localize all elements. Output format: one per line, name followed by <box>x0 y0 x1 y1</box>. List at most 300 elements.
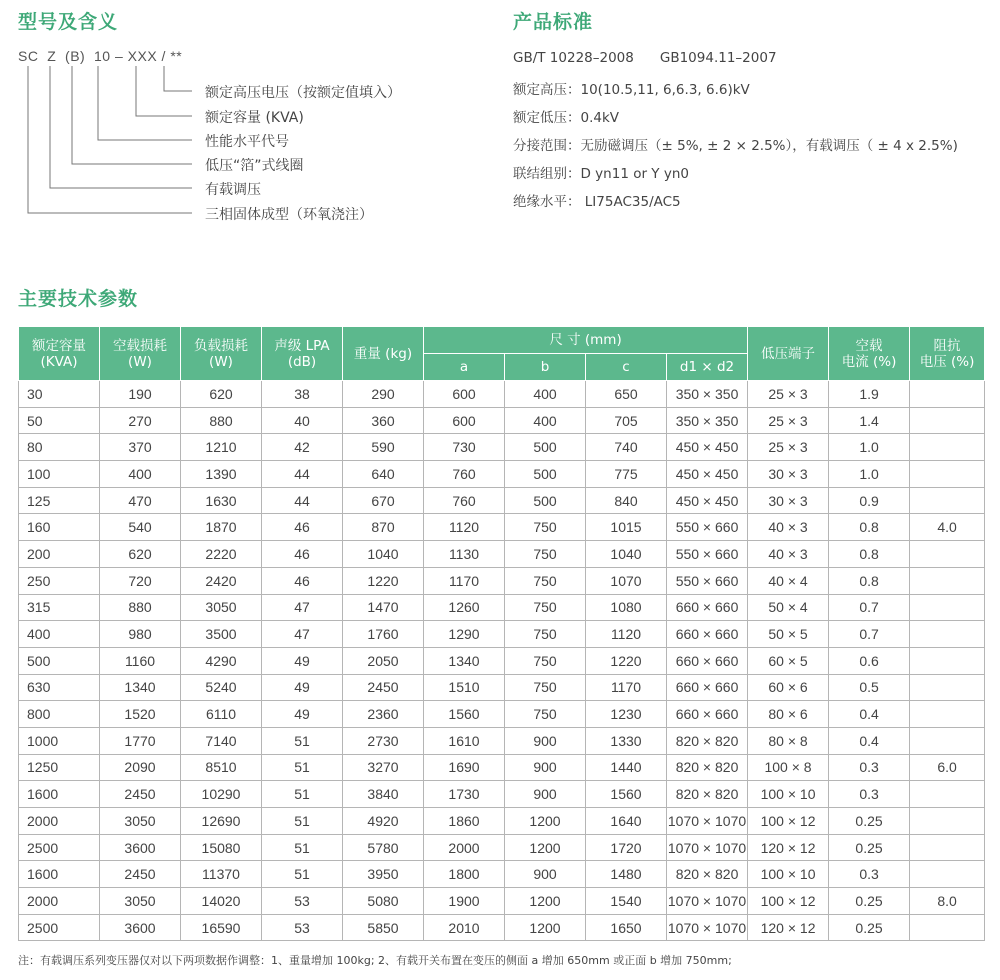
cell-noise: 46 <box>262 514 343 541</box>
cell-dim-a: 730 <box>424 434 505 461</box>
header-no-load-current: 空载 电流 (%) <box>829 327 910 381</box>
cell-dim-d: 820 × 820 <box>667 781 748 808</box>
cell-dim-a: 1340 <box>424 647 505 674</box>
table-row <box>19 647 985 674</box>
cell-load-loss: 1210 <box>181 434 262 461</box>
table-row <box>19 808 985 835</box>
header-dim-a: a <box>424 354 505 381</box>
cell-noise: 51 <box>262 808 343 835</box>
cell-dim-b: 400 <box>505 381 586 408</box>
cell-noise: 47 <box>262 594 343 621</box>
table-body <box>19 381 985 941</box>
cell-capacity: 2500 <box>19 834 100 861</box>
cell-impedance <box>910 594 985 621</box>
cell-dim-b: 750 <box>505 541 586 568</box>
cell-dim-c: 1230 <box>586 701 667 728</box>
standards-codes <box>513 50 777 66</box>
cell-dim-b: 900 <box>505 861 586 888</box>
cell-dim-b: 500 <box>505 434 586 461</box>
cell-load-loss: 7140 <box>181 727 262 754</box>
cell-noise: 51 <box>262 754 343 781</box>
cell-no-load-loss: 620 <box>100 541 181 568</box>
cell-dim-a: 2000 <box>424 834 505 861</box>
cell-dim-c: 1015 <box>586 514 667 541</box>
cell-noise: 44 <box>262 461 343 488</box>
cell-lv-terminal: 100 × 12 <box>748 808 829 835</box>
cell-lv-terminal: 40 × 3 <box>748 514 829 541</box>
cell-load-loss: 1390 <box>181 461 262 488</box>
cell-weight: 3950 <box>343 861 424 888</box>
cell-lv-terminal: 25 × 3 <box>748 381 829 408</box>
cell-no-load-current: 1.9 <box>829 381 910 408</box>
cell-lv-terminal: 25 × 3 <box>748 407 829 434</box>
cell-dim-c: 650 <box>586 381 667 408</box>
cell-noise: 53 <box>262 914 343 941</box>
cell-capacity: 1000 <box>19 727 100 754</box>
table-row <box>19 621 985 648</box>
cell-lv-terminal: 60 × 6 <box>748 674 829 701</box>
cell-dim-c: 775 <box>586 461 667 488</box>
cell-dim-a: 1120 <box>424 514 505 541</box>
cell-no-load-loss: 270 <box>100 407 181 434</box>
model-desc-cast-resin: 三相固体成型（环氧浇注） <box>205 207 373 223</box>
standard-gbt10228: GB/T 10228–2008 <box>513 50 634 66</box>
cell-dim-b: 500 <box>505 487 586 514</box>
cell-dim-d: 820 × 820 <box>667 754 748 781</box>
cell-noise: 44 <box>262 487 343 514</box>
cell-weight: 4920 <box>343 808 424 835</box>
cell-capacity: 500 <box>19 647 100 674</box>
cell-dim-a: 1170 <box>424 567 505 594</box>
cell-lv-terminal: 80 × 6 <box>748 701 829 728</box>
model-desc-hv-voltage: 额定高压电压（按额定值填入） <box>205 85 401 101</box>
standards-heading: 产品标准 <box>513 11 594 33</box>
cell-dim-a: 1730 <box>424 781 505 808</box>
cell-load-loss: 15080 <box>181 834 262 861</box>
table-row <box>19 727 985 754</box>
cell-impedance <box>910 621 985 648</box>
cell-load-loss: 14020 <box>181 888 262 915</box>
model-code: SC Z (B) 10 – XXX / ** <box>18 48 183 64</box>
cell-dim-c: 1330 <box>586 727 667 754</box>
cell-no-load-current: 0.3 <box>829 781 910 808</box>
cell-no-load-current: 1.0 <box>829 434 910 461</box>
cell-dim-a: 1560 <box>424 701 505 728</box>
cell-capacity: 1600 <box>19 861 100 888</box>
cell-dim-c: 840 <box>586 487 667 514</box>
cell-no-load-current: 0.7 <box>829 594 910 621</box>
cell-no-load-loss: 3050 <box>100 888 181 915</box>
cell-capacity: 630 <box>19 674 100 701</box>
cell-dim-a: 1510 <box>424 674 505 701</box>
cell-dim-a: 1130 <box>424 541 505 568</box>
cell-no-load-loss: 470 <box>100 487 181 514</box>
cell-load-loss: 880 <box>181 407 262 434</box>
cell-lv-terminal: 50 × 5 <box>748 621 829 648</box>
cell-impedance <box>910 914 985 941</box>
cell-dim-b: 750 <box>505 647 586 674</box>
cell-weight: 590 <box>343 434 424 461</box>
cell-no-load-current: 0.7 <box>829 621 910 648</box>
std-rated-lv: 额定低压：0.4kV <box>513 110 620 126</box>
model-heading: 型号及含义 <box>18 11 119 33</box>
cell-no-load-loss: 190 <box>100 381 181 408</box>
cell-lv-terminal: 40 × 4 <box>748 567 829 594</box>
cell-lv-terminal: 50 × 4 <box>748 594 829 621</box>
cell-load-loss: 12690 <box>181 808 262 835</box>
cell-capacity: 2500 <box>19 914 100 941</box>
table-row <box>19 781 985 808</box>
standard-gb1094: GB1094.11–2007 <box>659 50 777 66</box>
cell-dim-b: 900 <box>505 727 586 754</box>
cell-lv-terminal: 100 × 8 <box>748 754 829 781</box>
cell-noise: 40 <box>262 407 343 434</box>
cell-no-load-loss: 720 <box>100 567 181 594</box>
cell-capacity: 100 <box>19 461 100 488</box>
cell-no-load-loss: 400 <box>100 461 181 488</box>
cell-noise: 42 <box>262 434 343 461</box>
cell-weight: 2050 <box>343 647 424 674</box>
cell-no-load-current: 0.25 <box>829 888 910 915</box>
table-row <box>19 487 985 514</box>
cell-weight: 670 <box>343 487 424 514</box>
cell-capacity: 800 <box>19 701 100 728</box>
cell-dim-d: 1070 × 1070 <box>667 888 748 915</box>
cell-weight: 290 <box>343 381 424 408</box>
cell-impedance <box>910 487 985 514</box>
cell-dim-c: 740 <box>586 434 667 461</box>
cell-no-load-loss: 3600 <box>100 914 181 941</box>
table-row <box>19 701 985 728</box>
cell-no-load-loss: 2450 <box>100 861 181 888</box>
cell-dim-d: 450 × 450 <box>667 461 748 488</box>
cell-no-load-loss: 2450 <box>100 781 181 808</box>
cell-load-loss: 620 <box>181 381 262 408</box>
cell-lv-terminal: 30 × 3 <box>748 461 829 488</box>
cell-load-loss: 5240 <box>181 674 262 701</box>
cell-capacity: 1600 <box>19 781 100 808</box>
cell-load-loss: 2420 <box>181 567 262 594</box>
cell-dim-b: 750 <box>505 621 586 648</box>
std-insulation-level: 绝缘水平： LI75AC35/AC5 <box>513 194 681 210</box>
params-heading: 主要技术参数 <box>18 288 139 310</box>
cell-dim-a: 600 <box>424 381 505 408</box>
model-desc-performance: 性能水平代号 <box>205 134 289 150</box>
cell-dim-b: 750 <box>505 701 586 728</box>
cell-no-load-loss: 370 <box>100 434 181 461</box>
table-row <box>19 381 985 408</box>
cell-dim-c: 1120 <box>586 621 667 648</box>
cell-load-loss: 8510 <box>181 754 262 781</box>
cell-lv-terminal: 40 × 3 <box>748 541 829 568</box>
cell-noise: 49 <box>262 674 343 701</box>
cell-dim-d: 550 × 660 <box>667 567 748 594</box>
cell-dim-d: 660 × 660 <box>667 621 748 648</box>
header-dim-b: b <box>505 354 586 381</box>
table-row <box>19 567 985 594</box>
cell-dim-b: 1200 <box>505 914 586 941</box>
cell-impedance <box>910 781 985 808</box>
cell-dim-d: 550 × 660 <box>667 514 748 541</box>
cell-noise: 51 <box>262 834 343 861</box>
cell-dim-a: 1800 <box>424 861 505 888</box>
cell-noise: 38 <box>262 381 343 408</box>
cell-no-load-current: 0.25 <box>829 834 910 861</box>
cell-dim-b: 750 <box>505 594 586 621</box>
cell-no-load-current: 0.25 <box>829 914 910 941</box>
cell-no-load-current: 0.8 <box>829 567 910 594</box>
cell-weight: 640 <box>343 461 424 488</box>
table-row <box>19 888 985 915</box>
cell-noise: 46 <box>262 541 343 568</box>
cell-no-load-current: 0.4 <box>829 727 910 754</box>
cell-load-loss: 2220 <box>181 541 262 568</box>
cell-dim-b: 900 <box>505 754 586 781</box>
cell-lv-terminal: 30 × 3 <box>748 487 829 514</box>
cell-no-load-current: 0.4 <box>829 701 910 728</box>
cell-dim-c: 1040 <box>586 541 667 568</box>
cell-noise: 46 <box>262 567 343 594</box>
cell-impedance <box>910 727 985 754</box>
cell-dim-a: 1900 <box>424 888 505 915</box>
table-row <box>19 861 985 888</box>
cell-no-load-current: 0.5 <box>829 674 910 701</box>
cell-weight: 1220 <box>343 567 424 594</box>
cell-no-load-loss: 1160 <box>100 647 181 674</box>
model-desc-foil-coil: 低压“箔”式线圈 <box>205 158 304 174</box>
cell-load-loss: 4290 <box>181 647 262 674</box>
cell-dim-a: 1690 <box>424 754 505 781</box>
cell-dim-a: 1260 <box>424 594 505 621</box>
cell-dim-b: 750 <box>505 514 586 541</box>
footnote: 注：有载调压系列变压器仅对以下两项数据作调整：1、重量增加 100kg; 2、有载开关布置在变压的侧面 a 增加 650mm 或正面 b 增加 750mm; <box>18 954 732 967</box>
cell-load-loss: 3050 <box>181 594 262 621</box>
cell-dim-d: 1070 × 1070 <box>667 834 748 861</box>
cell-load-loss: 16590 <box>181 914 262 941</box>
cell-weight: 870 <box>343 514 424 541</box>
cell-no-load-current: 0.25 <box>829 808 910 835</box>
cell-dim-b: 500 <box>505 461 586 488</box>
cell-impedance <box>910 567 985 594</box>
cell-impedance <box>910 434 985 461</box>
cell-lv-terminal: 25 × 3 <box>748 434 829 461</box>
cell-weight: 3270 <box>343 754 424 781</box>
std-vector-group: 联结组别：D yn11 or Y yn0 <box>513 166 689 182</box>
cell-capacity: 30 <box>19 381 100 408</box>
table-row <box>19 594 985 621</box>
header-impedance: 阻抗 电压 (%) <box>910 327 985 381</box>
cell-dim-a: 1860 <box>424 808 505 835</box>
cell-capacity: 50 <box>19 407 100 434</box>
cell-dim-d: 350 × 350 <box>667 407 748 434</box>
table-row <box>19 541 985 568</box>
cell-capacity: 400 <box>19 621 100 648</box>
std-rated-hv: 额定高压：10(10.5,11, 6,6.3, 6.6)kV <box>513 82 750 98</box>
cell-impedance: 6.0 <box>910 754 985 781</box>
table-row <box>19 674 985 701</box>
cell-no-load-loss: 3050 <box>100 808 181 835</box>
table-row <box>19 514 985 541</box>
cell-no-load-loss: 1340 <box>100 674 181 701</box>
cell-no-load-loss: 3600 <box>100 834 181 861</box>
cell-load-loss: 1870 <box>181 514 262 541</box>
cell-no-load-current: 0.3 <box>829 754 910 781</box>
cell-no-load-loss: 1520 <box>100 701 181 728</box>
cell-weight: 2450 <box>343 674 424 701</box>
cell-no-load-loss: 880 <box>100 594 181 621</box>
cell-dim-b: 750 <box>505 567 586 594</box>
cell-impedance <box>910 461 985 488</box>
cell-dim-a: 1610 <box>424 727 505 754</box>
cell-lv-terminal: 100 × 10 <box>748 861 829 888</box>
cell-dim-b: 1200 <box>505 834 586 861</box>
cell-dim-d: 450 × 450 <box>667 487 748 514</box>
cell-no-load-current: 0.9 <box>829 487 910 514</box>
cell-weight: 1470 <box>343 594 424 621</box>
cell-lv-terminal: 120 × 12 <box>748 914 829 941</box>
cell-noise: 49 <box>262 701 343 728</box>
model-desc-onload-tap: 有载调压 <box>205 182 261 198</box>
cell-lv-terminal: 80 × 8 <box>748 727 829 754</box>
header-dim-d: d1 × d2 <box>667 354 748 381</box>
cell-dim-b: 750 <box>505 674 586 701</box>
cell-capacity: 315 <box>19 594 100 621</box>
cell-lv-terminal: 100 × 10 <box>748 781 829 808</box>
table-row <box>19 461 985 488</box>
header-load-loss: 负载损耗 (W) <box>181 327 262 381</box>
header-dimensions: 尺 寸 (mm) <box>424 327 748 354</box>
cell-no-load-current: 0.8 <box>829 541 910 568</box>
cell-weight: 1760 <box>343 621 424 648</box>
cell-dim-c: 1540 <box>586 888 667 915</box>
cell-impedance <box>910 381 985 408</box>
cell-impedance <box>910 674 985 701</box>
cell-no-load-loss: 540 <box>100 514 181 541</box>
header-no-load-loss: 空载损耗 (W) <box>100 327 181 381</box>
table-row <box>19 834 985 861</box>
cell-capacity: 160 <box>19 514 100 541</box>
cell-capacity: 250 <box>19 567 100 594</box>
cell-weight: 2730 <box>343 727 424 754</box>
header-lv-terminal: 低压端子 <box>748 327 829 381</box>
cell-dim-d: 660 × 660 <box>667 647 748 674</box>
model-connector-lines <box>0 0 400 230</box>
cell-noise: 49 <box>262 647 343 674</box>
cell-impedance <box>910 861 985 888</box>
cell-impedance: 8.0 <box>910 888 985 915</box>
cell-dim-b: 900 <box>505 781 586 808</box>
cell-dim-d: 1070 × 1070 <box>667 914 748 941</box>
cell-dim-c: 1070 <box>586 567 667 594</box>
cell-dim-c: 1640 <box>586 808 667 835</box>
cell-weight: 5780 <box>343 834 424 861</box>
cell-no-load-loss: 980 <box>100 621 181 648</box>
cell-impedance <box>910 541 985 568</box>
cell-weight: 5850 <box>343 914 424 941</box>
cell-lv-terminal: 60 × 5 <box>748 647 829 674</box>
cell-dim-a: 2010 <box>424 914 505 941</box>
cell-dim-d: 660 × 660 <box>667 701 748 728</box>
cell-no-load-current: 1.4 <box>829 407 910 434</box>
cell-dim-b: 1200 <box>505 888 586 915</box>
cell-lv-terminal: 120 × 12 <box>748 834 829 861</box>
cell-dim-d: 350 × 350 <box>667 381 748 408</box>
cell-no-load-current: 0.3 <box>829 861 910 888</box>
cell-dim-d: 660 × 660 <box>667 594 748 621</box>
cell-impedance <box>910 701 985 728</box>
cell-dim-c: 1170 <box>586 674 667 701</box>
cell-capacity: 200 <box>19 541 100 568</box>
cell-capacity: 80 <box>19 434 100 461</box>
cell-noise: 51 <box>262 861 343 888</box>
cell-dim-a: 1290 <box>424 621 505 648</box>
cell-weight: 2360 <box>343 701 424 728</box>
cell-capacity: 1250 <box>19 754 100 781</box>
cell-impedance <box>910 808 985 835</box>
cell-no-load-loss: 1770 <box>100 727 181 754</box>
cell-dim-c: 1440 <box>586 754 667 781</box>
cell-noise: 53 <box>262 888 343 915</box>
cell-dim-d: 820 × 820 <box>667 727 748 754</box>
cell-capacity: 2000 <box>19 808 100 835</box>
cell-noise: 51 <box>262 727 343 754</box>
cell-no-load-current: 1.0 <box>829 461 910 488</box>
cell-dim-d: 660 × 660 <box>667 674 748 701</box>
cell-weight: 1040 <box>343 541 424 568</box>
header-noise: 声级 LPA (dB) <box>262 327 343 381</box>
header-dim-c: c <box>586 354 667 381</box>
cell-load-loss: 3500 <box>181 621 262 648</box>
cell-dim-d: 820 × 820 <box>667 861 748 888</box>
model-desc-capacity: 额定容量 (KVA) <box>205 110 304 126</box>
cell-dim-b: 1200 <box>505 808 586 835</box>
table-row <box>19 914 985 941</box>
cell-dim-c: 1720 <box>586 834 667 861</box>
cell-capacity: 125 <box>19 487 100 514</box>
cell-weight: 3840 <box>343 781 424 808</box>
std-tap-range: 分接范围：无励磁调压（± 5%, ± 2 × 2.5%），有载调压（ ± 4 x 2.5%) <box>513 138 958 154</box>
header-capacity: 额定容量 (KVA) <box>19 327 100 381</box>
table-row <box>19 434 985 461</box>
cell-load-loss: 10290 <box>181 781 262 808</box>
cell-dim-c: 1480 <box>586 861 667 888</box>
cell-dim-a: 760 <box>424 487 505 514</box>
table-row <box>19 407 985 434</box>
cell-dim-c: 1220 <box>586 647 667 674</box>
cell-no-load-loss: 2090 <box>100 754 181 781</box>
cell-load-loss: 1630 <box>181 487 262 514</box>
cell-noise: 47 <box>262 621 343 648</box>
cell-no-load-current: 0.8 <box>829 514 910 541</box>
technical-parameters-table <box>18 326 985 941</box>
cell-weight: 360 <box>343 407 424 434</box>
cell-impedance <box>910 647 985 674</box>
cell-dim-c: 1560 <box>586 781 667 808</box>
cell-load-loss: 11370 <box>181 861 262 888</box>
cell-impedance <box>910 407 985 434</box>
cell-no-load-current: 0.6 <box>829 647 910 674</box>
cell-dim-b: 400 <box>505 407 586 434</box>
table-row <box>19 754 985 781</box>
cell-dim-d: 1070 × 1070 <box>667 808 748 835</box>
cell-dim-c: 1650 <box>586 914 667 941</box>
header-weight: 重量 (kg) <box>343 327 424 381</box>
cell-load-loss: 6110 <box>181 701 262 728</box>
cell-impedance <box>910 834 985 861</box>
cell-dim-c: 705 <box>586 407 667 434</box>
cell-impedance: 4.0 <box>910 514 985 541</box>
cell-capacity: 2000 <box>19 888 100 915</box>
